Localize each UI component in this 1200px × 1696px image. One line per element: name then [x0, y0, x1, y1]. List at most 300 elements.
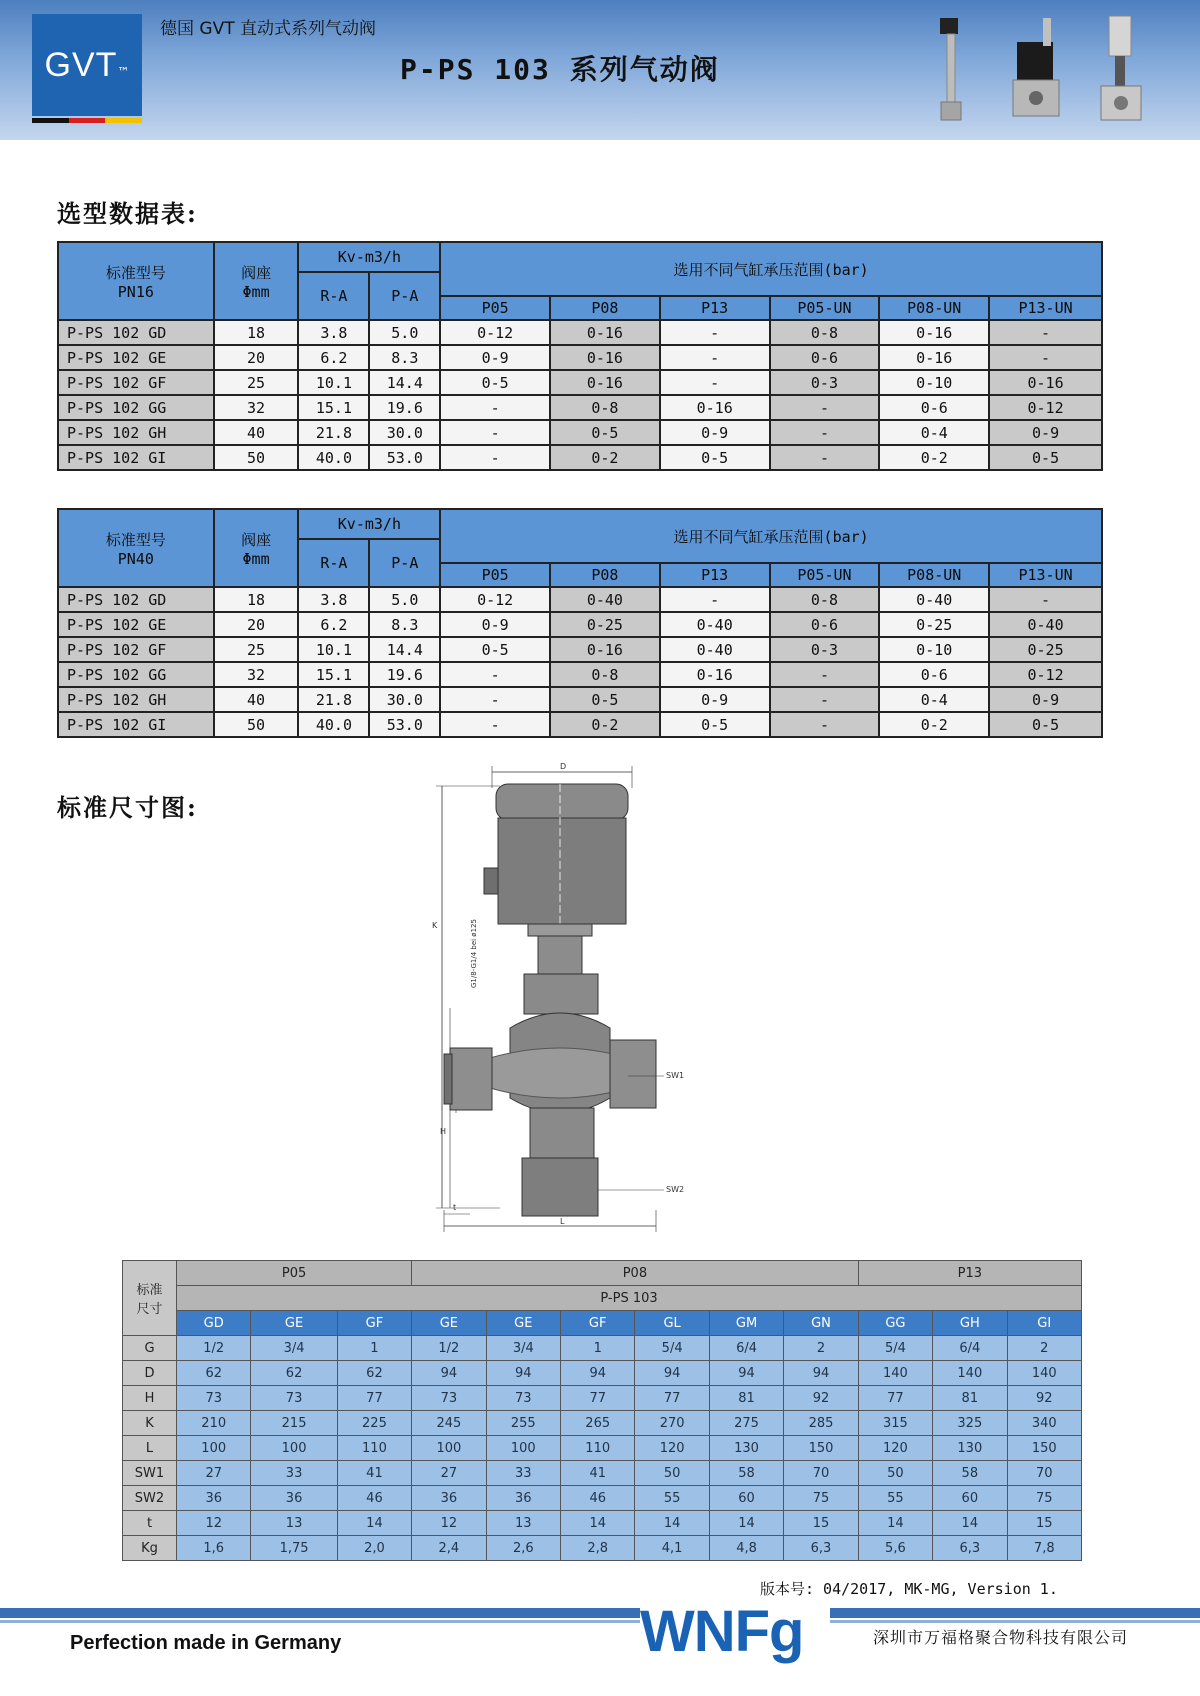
wnfg-logo-text: WNFg — [640, 1599, 804, 1664]
page-title: P-PS 103 系列气动阀 — [400, 53, 720, 86]
footer-bar-light — [0, 1620, 1200, 1623]
dim-cell: 94 — [412, 1361, 486, 1386]
dim-cell: 1 — [561, 1336, 635, 1361]
spec-cell: 5.0 — [369, 587, 440, 612]
spec-cell: 6.2 — [298, 612, 369, 637]
dim-cell: 70 — [1007, 1461, 1081, 1486]
dim-row-label: K — [123, 1411, 177, 1436]
spec-cell: 53.0 — [369, 712, 440, 737]
dim-cell: 100 — [177, 1436, 251, 1461]
dim-cell: 46 — [561, 1486, 635, 1511]
spec-cell: 14.4 — [369, 637, 440, 662]
spec-cell: 0-16 — [550, 637, 660, 662]
model-header: 标准型号 PN40 — [58, 509, 214, 587]
spec-cell: 20 — [214, 612, 299, 637]
dim-cell: 140 — [858, 1361, 932, 1386]
dim-cell: 36 — [177, 1486, 251, 1511]
dim-cell: 77 — [635, 1386, 709, 1411]
dim-cell: 92 — [784, 1386, 858, 1411]
dim-cell: 315 — [858, 1411, 932, 1436]
dim-cell: 325 — [933, 1411, 1007, 1436]
dim-table-row — [123, 1511, 1082, 1536]
dim-cell: 1/2 — [177, 1336, 251, 1361]
model-cell: P-PS 102 GG — [58, 662, 214, 687]
dim-cell: 81 — [933, 1386, 1007, 1411]
dim-group-p05: P05 — [177, 1261, 412, 1286]
kv-ra-header: R-A — [298, 539, 369, 587]
spec-cell: 5.0 — [369, 320, 440, 345]
spec-table-row — [58, 395, 1102, 420]
dimension-drawing-title: 标准尺寸图: — [57, 793, 198, 822]
dim-cell: 12 — [177, 1511, 251, 1536]
dim-cell: 94 — [784, 1361, 858, 1386]
spec-cell: - — [660, 370, 770, 395]
dim-cell: 12 — [412, 1511, 486, 1536]
dim-label-l: L — [560, 1217, 565, 1226]
seat-header: 阀座 Φmm — [214, 242, 299, 320]
product-photo-3 — [1101, 16, 1141, 120]
spec-cell: 0-16 — [879, 320, 989, 345]
spec-cell: 6.2 — [298, 345, 369, 370]
dim-series-header: P-PS 103 — [177, 1286, 1082, 1311]
dim-cell: 41 — [561, 1461, 635, 1486]
dim-label-sw1: SW1 — [666, 1071, 685, 1080]
dim-cell: 77 — [561, 1386, 635, 1411]
spec-cell: 0-5 — [440, 637, 550, 662]
spec-cell: - — [989, 320, 1102, 345]
spec-cell: 0-4 — [879, 687, 989, 712]
dim-row-label: SW1 — [123, 1461, 177, 1486]
gvt-logo — [32, 14, 142, 116]
spec-cell: 0-3 — [770, 370, 880, 395]
dim-cell: 140 — [1007, 1361, 1081, 1386]
dim-cell: 27 — [177, 1461, 251, 1486]
spec-cell: 0-3 — [770, 637, 880, 662]
spec-cell: 0-25 — [550, 612, 660, 637]
dim-cell: 55 — [635, 1486, 709, 1511]
dim-cell: 15 — [784, 1511, 858, 1536]
range-col-header: P08-UN — [879, 563, 989, 587]
spec-cell: 18 — [214, 320, 299, 345]
spec-cell: 0-10 — [879, 370, 989, 395]
dim-cell: 4,8 — [709, 1536, 783, 1561]
dim-row-label: D — [123, 1361, 177, 1386]
dim-cell: 60 — [933, 1486, 1007, 1511]
dim-cell: 14 — [337, 1511, 411, 1536]
spec-cell: - — [440, 662, 550, 687]
dim-cell: 73 — [177, 1386, 251, 1411]
spec-cell: 40.0 — [298, 712, 369, 737]
spec-table-row — [58, 712, 1102, 737]
spec-cell: 21.8 — [298, 687, 369, 712]
dim-cell: 210 — [177, 1411, 251, 1436]
dim-cell: 73 — [251, 1386, 337, 1411]
spec-table-row — [58, 345, 1102, 370]
dim-table-row — [123, 1336, 1082, 1361]
dim-cell: 77 — [337, 1386, 411, 1411]
range-col-header: P08-UN — [879, 296, 989, 320]
spec-cell: - — [770, 420, 880, 445]
spec-cell: 32 — [214, 662, 299, 687]
dim-cell: 94 — [486, 1361, 560, 1386]
spec-cell: 14.4 — [369, 370, 440, 395]
spec-cell: - — [770, 712, 880, 737]
model-cell: P-PS 102 GF — [58, 370, 214, 395]
logo-text: GVT — [44, 45, 118, 84]
dim-cell: 100 — [251, 1436, 337, 1461]
spec-cell: - — [989, 587, 1102, 612]
header-subtitle: 德国 GVT 直动式系列气动阀 — [160, 19, 376, 39]
spec-cell: 0-6 — [770, 612, 880, 637]
range-col-header: P05-UN — [770, 563, 880, 587]
dim-cell: 5/4 — [858, 1336, 932, 1361]
dim-cell: 14 — [561, 1511, 635, 1536]
model-cell: P-PS 102 GH — [58, 420, 214, 445]
spec-table-row — [58, 687, 1102, 712]
spec-cell: 40 — [214, 687, 299, 712]
dim-table-body — [123, 1336, 1082, 1561]
dim-cell: 150 — [1007, 1436, 1081, 1461]
product-photo-1 — [940, 18, 961, 120]
spec-cell: 0-16 — [550, 370, 660, 395]
dim-cell: 94 — [635, 1361, 709, 1386]
spec-cell: 30.0 — [369, 420, 440, 445]
spec-cell: - — [440, 712, 550, 737]
company-name: 深圳市万福格聚合物科技有限公司 — [873, 1628, 1129, 1647]
logo-flag-stripe — [32, 118, 142, 123]
dim-cell: 2 — [1007, 1336, 1081, 1361]
dim-cell: 110 — [561, 1436, 635, 1461]
dim-cell: 75 — [784, 1486, 858, 1511]
spec-cell: 0-5 — [989, 445, 1102, 470]
dim-cell: 340 — [1007, 1411, 1081, 1436]
model-cell: P-PS 102 GE — [58, 345, 214, 370]
dim-cell: 15 — [1007, 1511, 1081, 1536]
dim-cell: 46 — [337, 1486, 411, 1511]
spec-cell: 0-4 — [879, 420, 989, 445]
spec-cell: - — [770, 662, 880, 687]
dim-cell: 140 — [933, 1361, 1007, 1386]
range-col-header: P05 — [440, 296, 550, 320]
range-col-header: P08 — [550, 563, 660, 587]
spec-cell: 3.8 — [298, 587, 369, 612]
dim-label-t: t — [453, 1203, 457, 1212]
spec-cell: 0-12 — [440, 320, 550, 345]
dim-column-header: GF — [337, 1311, 411, 1336]
spec-cell: 20 — [214, 345, 299, 370]
dim-cell: 1,75 — [251, 1536, 337, 1561]
dim-cell: 36 — [251, 1486, 337, 1511]
spec-cell: 0-8 — [770, 587, 880, 612]
spec-cell: 15.1 — [298, 662, 369, 687]
dim-cell: 13 — [251, 1511, 337, 1536]
spec-cell: 10.1 — [298, 370, 369, 395]
spec-cell: - — [440, 420, 550, 445]
dim-cell: 13 — [486, 1511, 560, 1536]
dim-cell: 3/4 — [251, 1336, 337, 1361]
spec-cell: 0-10 — [879, 637, 989, 662]
dim-cell: 225 — [337, 1411, 411, 1436]
spec-cell: 0-16 — [550, 320, 660, 345]
spec-cell: 53.0 — [369, 445, 440, 470]
dim-cell: 50 — [635, 1461, 709, 1486]
spec-cell: 0-8 — [550, 395, 660, 420]
spec-cell: 15.1 — [298, 395, 369, 420]
dim-cell: 70 — [784, 1461, 858, 1486]
selection-table-title: 选型数据表: — [57, 199, 198, 228]
dim-cell: 1 — [337, 1336, 411, 1361]
spec-cell: 0-8 — [770, 320, 880, 345]
spec-cell: 0-6 — [879, 395, 989, 420]
dim-label-sw2: SW2 — [666, 1185, 685, 1194]
dim-cell: 120 — [635, 1436, 709, 1461]
port-label: G1/8-G1/4 bei ø125 — [470, 919, 478, 988]
dim-cell: 7,8 — [1007, 1536, 1081, 1561]
kv-pa-header: P-A — [369, 272, 440, 320]
dim-cell: 2 — [784, 1336, 858, 1361]
dim-row-label: t — [123, 1511, 177, 1536]
dim-cell: 285 — [784, 1411, 858, 1436]
spec-cell: - — [660, 587, 770, 612]
spec-cell: 19.6 — [369, 662, 440, 687]
dim-cell: 75 — [1007, 1486, 1081, 1511]
spec-table-row — [58, 587, 1102, 612]
dim-cell: 120 — [858, 1436, 932, 1461]
dim-column-header: GE — [251, 1311, 337, 1336]
wnfg-logo — [640, 1598, 830, 1668]
dim-row-label: H — [123, 1386, 177, 1411]
spec-cell: 32 — [214, 395, 299, 420]
dim-column-header: GE — [412, 1311, 486, 1336]
spec-cell: 8.3 — [369, 345, 440, 370]
dim-column-header: GM — [709, 1311, 783, 1336]
spec-cell: 0-25 — [879, 612, 989, 637]
spec-cell: 0-9 — [440, 345, 550, 370]
product-photos — [895, 10, 1195, 138]
model-cell: P-PS 102 GD — [58, 320, 214, 345]
dim-group-p13: P13 — [858, 1261, 1081, 1286]
dim-cell: 36 — [412, 1486, 486, 1511]
product-photo-2 — [1013, 18, 1059, 116]
dim-cell: 2,4 — [412, 1536, 486, 1561]
spec-cell: 0-5 — [440, 370, 550, 395]
spec-table-row — [58, 612, 1102, 637]
spec-cell: 0-5 — [660, 712, 770, 737]
dim-cell: 41 — [337, 1461, 411, 1486]
spec-table-row — [58, 420, 1102, 445]
dim-cell: 6,3 — [784, 1536, 858, 1561]
dim-cell: 94 — [561, 1361, 635, 1386]
dim-cell: 81 — [709, 1386, 783, 1411]
spec-cell: 21.8 — [298, 420, 369, 445]
spec-cell: 0-9 — [989, 420, 1102, 445]
spec-table-row — [58, 662, 1102, 687]
range-col-header: P08 — [550, 296, 660, 320]
spec-cell: 0-9 — [989, 687, 1102, 712]
range-col-header: P13 — [660, 563, 770, 587]
spec-table-body — [58, 587, 1102, 737]
spec-cell: 0-2 — [550, 445, 660, 470]
spec-cell: 0-16 — [550, 345, 660, 370]
spec-cell: 0-9 — [440, 612, 550, 637]
model-cell: P-PS 102 GE — [58, 612, 214, 637]
model-cell: P-PS 102 GH — [58, 687, 214, 712]
dim-cell: 100 — [412, 1436, 486, 1461]
dim-table-row — [123, 1486, 1082, 1511]
dim-cell: 110 — [337, 1436, 411, 1461]
dim-cell: 6/4 — [709, 1336, 783, 1361]
dim-cell: 14 — [858, 1511, 932, 1536]
pressure-range-header: 选用不同气缸承压范围(bar) — [440, 509, 1102, 563]
range-col-header: P13-UN — [989, 296, 1102, 320]
dim-cell: 6,3 — [933, 1536, 1007, 1561]
spec-cell: 0-16 — [660, 395, 770, 420]
kv-pa-header: P-A — [369, 539, 440, 587]
footer-bar — [0, 1608, 1200, 1618]
dim-table-row — [123, 1461, 1082, 1486]
range-col-header: P05 — [440, 563, 550, 587]
dim-cell: 3/4 — [486, 1336, 560, 1361]
spec-cell: 3.8 — [298, 320, 369, 345]
spec-cell: 10.1 — [298, 637, 369, 662]
dim-cell: 275 — [709, 1411, 783, 1436]
valve-dimension-drawing — [420, 758, 720, 1238]
dim-cell: 6/4 — [933, 1336, 1007, 1361]
dim-table-row — [123, 1386, 1082, 1411]
spec-cell: - — [770, 445, 880, 470]
spec-table-row — [58, 370, 1102, 395]
dim-cell: 14 — [635, 1511, 709, 1536]
model-cell: P-PS 102 GG — [58, 395, 214, 420]
dim-cell: 100 — [486, 1436, 560, 1461]
kv-ra-header: R-A — [298, 272, 369, 320]
spec-cell: 25 — [214, 637, 299, 662]
spec-cell: 0-5 — [660, 445, 770, 470]
spec-cell: 18 — [214, 587, 299, 612]
kv-header: Kv-m3/h — [298, 509, 440, 539]
spec-cell: 50 — [214, 445, 299, 470]
dim-cell: 55 — [858, 1486, 932, 1511]
spec-table-pn16 — [57, 241, 1103, 471]
spec-cell: 0-12 — [989, 662, 1102, 687]
kv-header: Kv-m3/h — [298, 242, 440, 272]
dim-cell: 245 — [412, 1411, 486, 1436]
dim-label-d: D — [560, 762, 567, 771]
dim-row-label: Kg — [123, 1536, 177, 1561]
dim-cell: 14 — [709, 1511, 783, 1536]
spec-cell: 0-40 — [879, 587, 989, 612]
spec-cell: - — [989, 345, 1102, 370]
spec-table-row — [58, 637, 1102, 662]
range-col-header: P13-UN — [989, 563, 1102, 587]
spec-table-body — [58, 320, 1102, 470]
dim-column-header: GD — [177, 1311, 251, 1336]
dim-cell: 33 — [251, 1461, 337, 1486]
spec-cell: 0-6 — [770, 345, 880, 370]
spec-cell: 0-5 — [550, 687, 660, 712]
model-cell: P-PS 102 GD — [58, 587, 214, 612]
spec-cell: 0-5 — [550, 420, 660, 445]
dim-cell: 14 — [933, 1511, 1007, 1536]
spec-cell: - — [440, 687, 550, 712]
dimension-table — [122, 1260, 1082, 1561]
dim-cell: 130 — [709, 1436, 783, 1461]
dim-cell: 5/4 — [635, 1336, 709, 1361]
dim-cell: 5,6 — [858, 1536, 932, 1561]
dim-cell: 150 — [784, 1436, 858, 1461]
spec-cell: 0-9 — [660, 420, 770, 445]
pressure-range-header: 选用不同气缸承压范围(bar) — [440, 242, 1102, 296]
spec-cell: 0-12 — [440, 587, 550, 612]
spec-cell: - — [440, 395, 550, 420]
dim-cell: 60 — [709, 1486, 783, 1511]
spec-table-row — [58, 445, 1102, 470]
spec-cell: 30.0 — [369, 687, 440, 712]
dim-label-k: K — [432, 921, 438, 930]
dim-column-header: GI — [1007, 1311, 1081, 1336]
dim-corner-label: 标准 尺寸 — [123, 1261, 177, 1336]
spec-cell: 40.0 — [298, 445, 369, 470]
spec-cell: - — [660, 345, 770, 370]
spec-cell: 0-40 — [550, 587, 660, 612]
dim-cell: 36 — [486, 1486, 560, 1511]
spec-cell: 0-2 — [879, 712, 989, 737]
dim-cell: 77 — [858, 1386, 932, 1411]
spec-cell: 19.6 — [369, 395, 440, 420]
dim-cell: 33 — [486, 1461, 560, 1486]
spec-cell: - — [660, 320, 770, 345]
dim-column-header: GG — [858, 1311, 932, 1336]
dim-cell: 2,8 — [561, 1536, 635, 1561]
logo-suffix: ™ — [117, 65, 130, 79]
spec-cell: 0-2 — [550, 712, 660, 737]
spec-table-pn40 — [57, 508, 1103, 738]
spec-cell: 0-8 — [550, 662, 660, 687]
spec-cell: 0-2 — [879, 445, 989, 470]
dim-cell: 2,0 — [337, 1536, 411, 1561]
spec-cell: 0-6 — [879, 662, 989, 687]
dim-cell: 50 — [858, 1461, 932, 1486]
spec-cell: 0-25 — [989, 637, 1102, 662]
model-header: 标准型号 PN16 — [58, 242, 214, 320]
dim-cell: 270 — [635, 1411, 709, 1436]
model-cell: P-PS 102 GF — [58, 637, 214, 662]
dim-column-header: GF — [561, 1311, 635, 1336]
dim-cell: 1/2 — [412, 1336, 486, 1361]
spec-cell: 0-16 — [660, 662, 770, 687]
dim-column-header: GL — [635, 1311, 709, 1336]
dim-cell: 1,6 — [177, 1536, 251, 1561]
dim-cell: 58 — [709, 1461, 783, 1486]
dim-row-label: G — [123, 1336, 177, 1361]
dim-column-headers — [123, 1311, 1082, 1336]
dim-cell: 265 — [561, 1411, 635, 1436]
spec-cell: 25 — [214, 370, 299, 395]
dim-table-row — [123, 1411, 1082, 1436]
spec-cell: 0-9 — [660, 687, 770, 712]
spec-cell: - — [440, 445, 550, 470]
dim-cell: 58 — [933, 1461, 1007, 1486]
footer-tagline: Perfection made in Germany — [70, 1632, 342, 1654]
dim-cell: 92 — [1007, 1386, 1081, 1411]
seat-header: 阀座 Φmm — [214, 509, 299, 587]
dim-column-header: GE — [486, 1311, 560, 1336]
version-info: 版本号: 04/2017, MK-MG, Version 1. — [760, 1580, 1058, 1598]
spec-cell: 0-40 — [660, 637, 770, 662]
dim-cell: 62 — [337, 1361, 411, 1386]
dim-cell: 27 — [412, 1461, 486, 1486]
range-col-header: P13 — [660, 296, 770, 320]
